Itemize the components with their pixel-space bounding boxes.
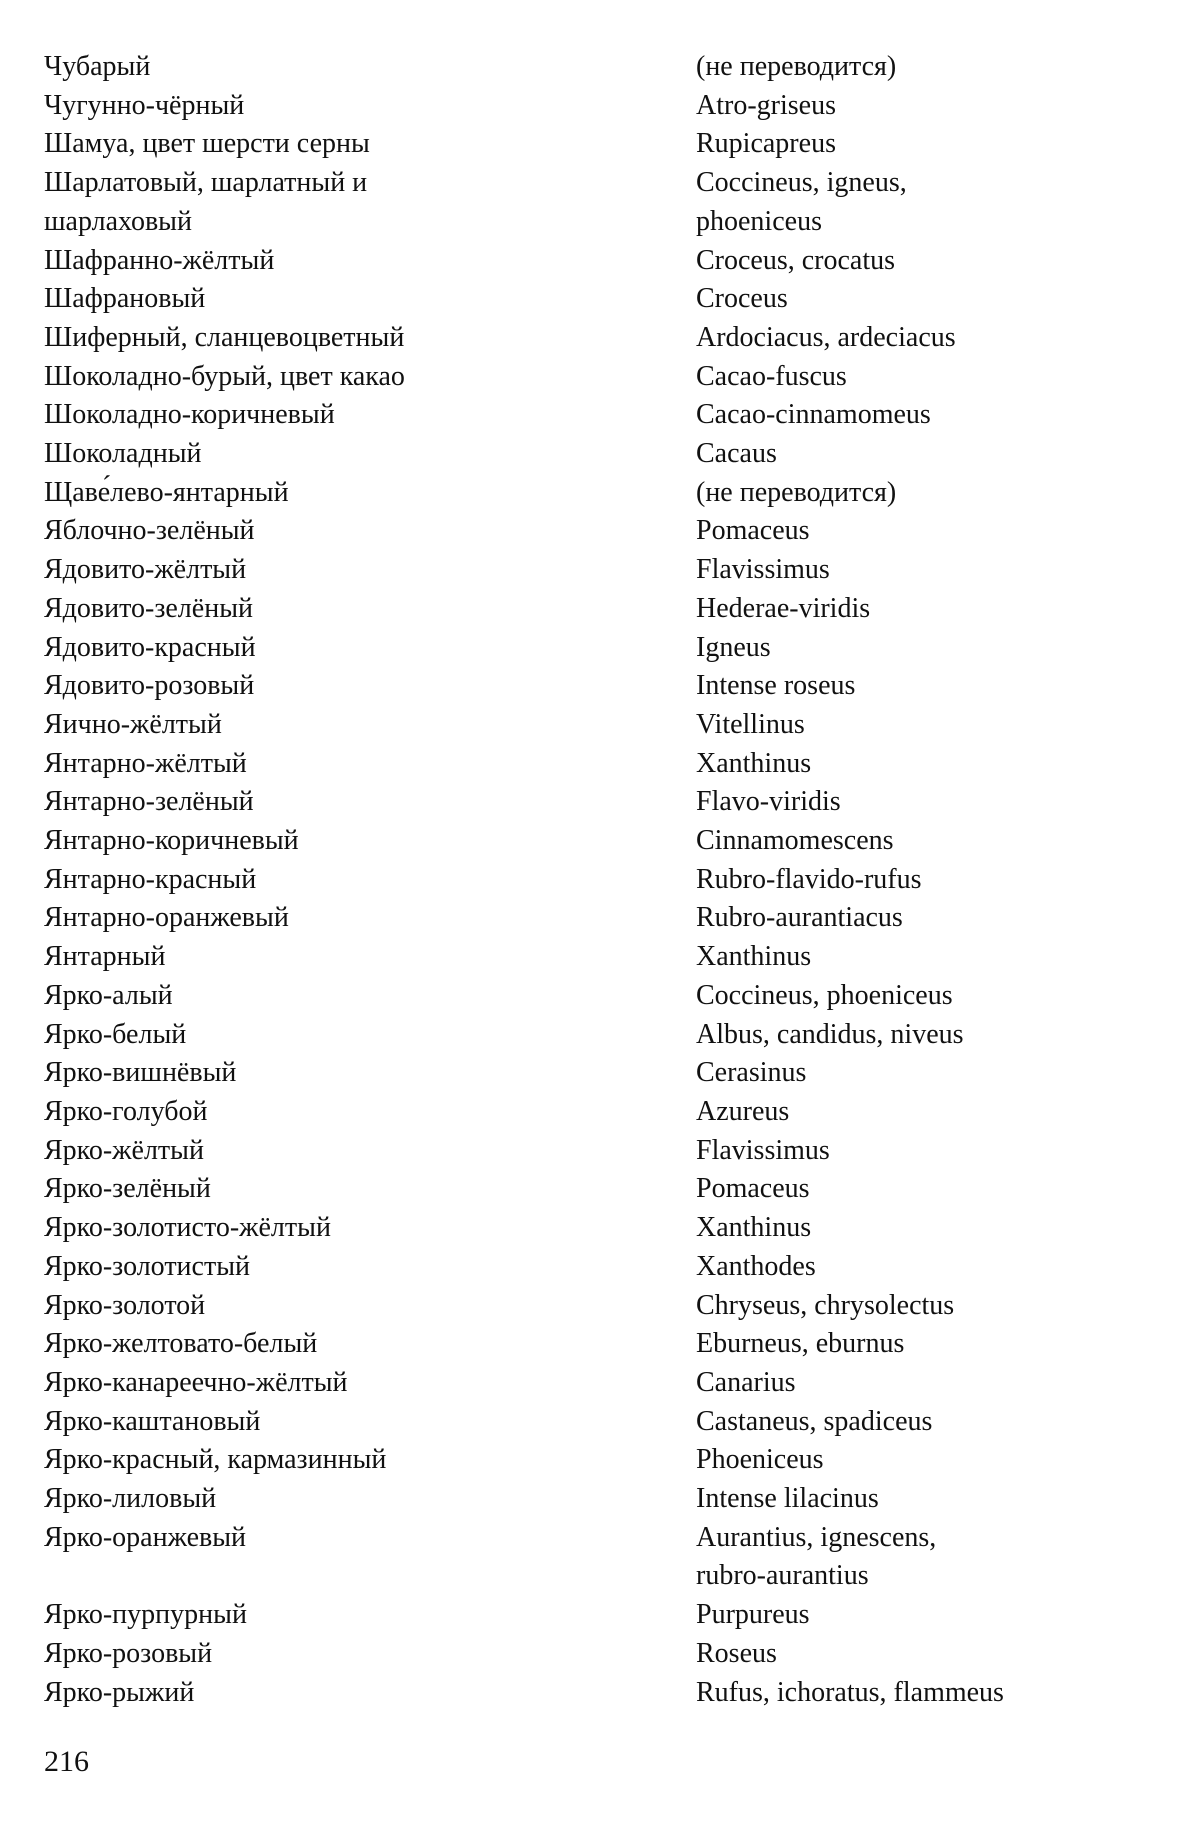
russian-color-name: Щаве́лево-янтарный <box>44 476 289 508</box>
table-row <box>44 1674 1154 1713</box>
latin-color-name: Xanthodes <box>696 1250 816 1282</box>
russian-color-name: Ярко-каштановый <box>44 1405 261 1437</box>
russian-color-name: Чугунно-чёрный <box>44 89 245 121</box>
russian-color-name: Ярко-канареечно-жёлтый <box>44 1366 348 1398</box>
latin-color-name: Canarius <box>696 1366 796 1398</box>
table-row <box>44 1441 1154 1480</box>
russian-color-name: Яблочно-зелёный <box>44 515 255 547</box>
table-row <box>44 1635 1154 1674</box>
table-row <box>44 977 1154 1016</box>
color-names-table <box>44 48 1154 1712</box>
latin-color-name: Rubro-aurantiacus <box>696 902 903 934</box>
latin-color-name: Croceus, crocatus <box>696 244 896 276</box>
table-row <box>44 783 1154 822</box>
table-row <box>44 1170 1154 1209</box>
page-number: 216 <box>44 1745 89 1778</box>
russian-color-name: Ярко-золотистый <box>44 1250 250 1282</box>
table-row <box>44 1248 1154 1287</box>
russian-color-name: Ярко-алый <box>44 979 173 1011</box>
latin-color-name: Flavissimus <box>696 1134 830 1166</box>
table-row <box>44 125 1154 164</box>
latin-color-name: Rufus, ichoratus, flammeus <box>696 1676 1004 1708</box>
latin-color-name: Intense roseus <box>696 670 856 702</box>
russian-color-name: Ярко-золотой <box>44 1289 206 1321</box>
russian-color-name: Ярко-вишнёвый <box>44 1057 237 1089</box>
latin-color-name: Intense lilacinus <box>696 1483 879 1515</box>
table-row <box>44 667 1154 706</box>
latin-color-name: Flavissimus <box>696 554 830 586</box>
latin-color-name: Rupicapreus <box>696 128 836 160</box>
russian-color-name: Ядовито-жёлтый <box>44 554 247 586</box>
russian-color-name: Янтарно-красный <box>44 863 257 895</box>
table-row <box>44 629 1154 668</box>
russian-color-name: Ядовито-зелёный <box>44 592 253 624</box>
latin-color-name: Cacao-fuscus <box>696 360 847 392</box>
russian-color-name: Шоколадно-коричневый <box>44 399 335 431</box>
russian-color-name: Шиферный, сланцевоцветный <box>44 321 405 353</box>
russian-color-name: Янтарно-оранжевый <box>44 902 289 934</box>
table-row <box>44 164 1154 241</box>
latin-color-name: Pomaceus <box>696 1173 810 1205</box>
table-row <box>44 861 1154 900</box>
russian-color-name: Шафранно-жёлтый <box>44 244 275 276</box>
latin-color-name: Croceus <box>696 283 788 315</box>
latin-color-name: Atro-griseus <box>696 89 836 121</box>
table-row <box>44 1093 1154 1132</box>
russian-color-name: Шафрановый <box>44 283 206 315</box>
table-row <box>44 1016 1154 1055</box>
table-row <box>44 242 1154 281</box>
table-row <box>44 1480 1154 1519</box>
table-row <box>44 706 1154 745</box>
table-row <box>44 48 1154 87</box>
russian-color-name: Янтарно-жёлтый <box>44 747 247 779</box>
russian-color-name: Янтарно-коричневый <box>44 825 299 857</box>
latin-color-name: Azureus <box>696 1095 790 1127</box>
latin-color-name: Igneus <box>696 631 771 663</box>
table-row <box>44 435 1154 474</box>
table-row <box>44 1054 1154 1093</box>
russian-color-name: Ярко-пурпурный <box>44 1599 247 1631</box>
table-row <box>44 1596 1154 1635</box>
russian-color-name: Янтарный <box>44 941 166 973</box>
russian-color-name: Яично-жёлтый <box>44 708 222 740</box>
table-row <box>44 551 1154 590</box>
table-row <box>44 87 1154 126</box>
russian-color-name: Ярко-красный, кармазинный <box>44 1444 387 1476</box>
table-row <box>44 1519 1154 1596</box>
latin-color-name: Cerasinus <box>696 1057 807 1089</box>
table-row <box>44 1209 1154 1248</box>
table-row <box>44 1287 1154 1326</box>
table-row <box>44 358 1154 397</box>
latin-color-name: Purpureus <box>696 1599 810 1631</box>
latin-color-name: Flavo-viridis <box>696 786 841 818</box>
table-row <box>44 319 1154 358</box>
latin-color-name: Castaneus, spadiceus <box>696 1405 933 1437</box>
table-row <box>44 512 1154 551</box>
russian-color-name: Ядовито-розовый <box>44 670 255 702</box>
russian-color-name: Ярко-лиловый <box>44 1483 217 1515</box>
latin-color-name: Albus, candidus, niveus <box>696 1018 964 1050</box>
latin-color-name: Hederae-viridis <box>696 592 871 624</box>
latin-color-name: Ardociacus, ardeciacus <box>696 321 956 353</box>
latin-color-name: Xanthinus <box>696 941 812 973</box>
russian-color-name: Ярко-розовый <box>44 1637 213 1669</box>
latin-color-name: Rubro-flavido-rufus <box>696 863 922 895</box>
russian-color-name: Ярко-рыжий <box>44 1676 195 1708</box>
latin-color-name: Xanthinus <box>696 747 812 779</box>
russian-color-name: Шоколадно-бурый, цвет какао <box>44 360 405 392</box>
table-row <box>44 822 1154 861</box>
table-row <box>44 1132 1154 1171</box>
latin-color-name: (не переводится) <box>696 51 897 82</box>
table-row <box>44 899 1154 938</box>
latin-color-name: Aurantius, ignescens, rubro-aurantius <box>696 1521 937 1592</box>
russian-color-name: Шарлатовый, шарлатный и шарлаховый <box>44 167 368 237</box>
latin-color-name: Coccineus, igneus, phoeniceus <box>696 167 907 237</box>
latin-color-name: Xanthinus <box>696 1212 812 1244</box>
russian-color-name: Ярко-золотисто-жёлтый <box>44 1212 331 1244</box>
table-row <box>44 938 1154 977</box>
latin-color-name: Cacaus <box>696 438 777 470</box>
table-row <box>44 590 1154 629</box>
russian-color-name: Ярко-жёлтый <box>44 1134 204 1166</box>
latin-color-name: Roseus <box>696 1637 777 1669</box>
russian-color-name: Ярко-голубой <box>44 1095 208 1127</box>
russian-color-name: Шамуа, цвет шерсти серны <box>44 128 370 160</box>
latin-color-name: Cinnamomescens <box>696 825 894 857</box>
russian-color-name: Ярко-оранжевый <box>44 1521 247 1553</box>
latin-color-name: Phoeniceus <box>696 1444 824 1476</box>
russian-color-name: Чубарый <box>44 51 151 82</box>
table-row <box>44 1364 1154 1403</box>
table-row <box>44 396 1154 435</box>
table-row <box>44 280 1154 319</box>
table-row <box>44 1403 1154 1442</box>
table-row <box>44 474 1154 513</box>
russian-color-name: Янтарно-зелёный <box>44 786 254 818</box>
table-row <box>44 745 1154 784</box>
latin-color-name: Eburneus, eburnus <box>696 1328 905 1360</box>
latin-color-name: Coccineus, phoeniceus <box>696 979 953 1011</box>
russian-color-name: Ярко-белый <box>44 1018 187 1050</box>
russian-color-name: Шоколадный <box>44 438 202 470</box>
latin-color-name: Vitellinus <box>696 708 805 740</box>
russian-color-name: Ядовито-красный <box>44 631 256 663</box>
table-row <box>44 1325 1154 1364</box>
russian-color-name: Ярко-желтовато-белый <box>44 1328 318 1360</box>
latin-color-name: (не переводится) <box>696 476 897 508</box>
latin-color-name: Pomaceus <box>696 515 810 547</box>
russian-color-name: Ярко-зелёный <box>44 1173 211 1205</box>
latin-color-name: Chryseus, chrysolectus <box>696 1289 955 1321</box>
latin-color-name: Cacao-cinnamomeus <box>696 399 931 431</box>
